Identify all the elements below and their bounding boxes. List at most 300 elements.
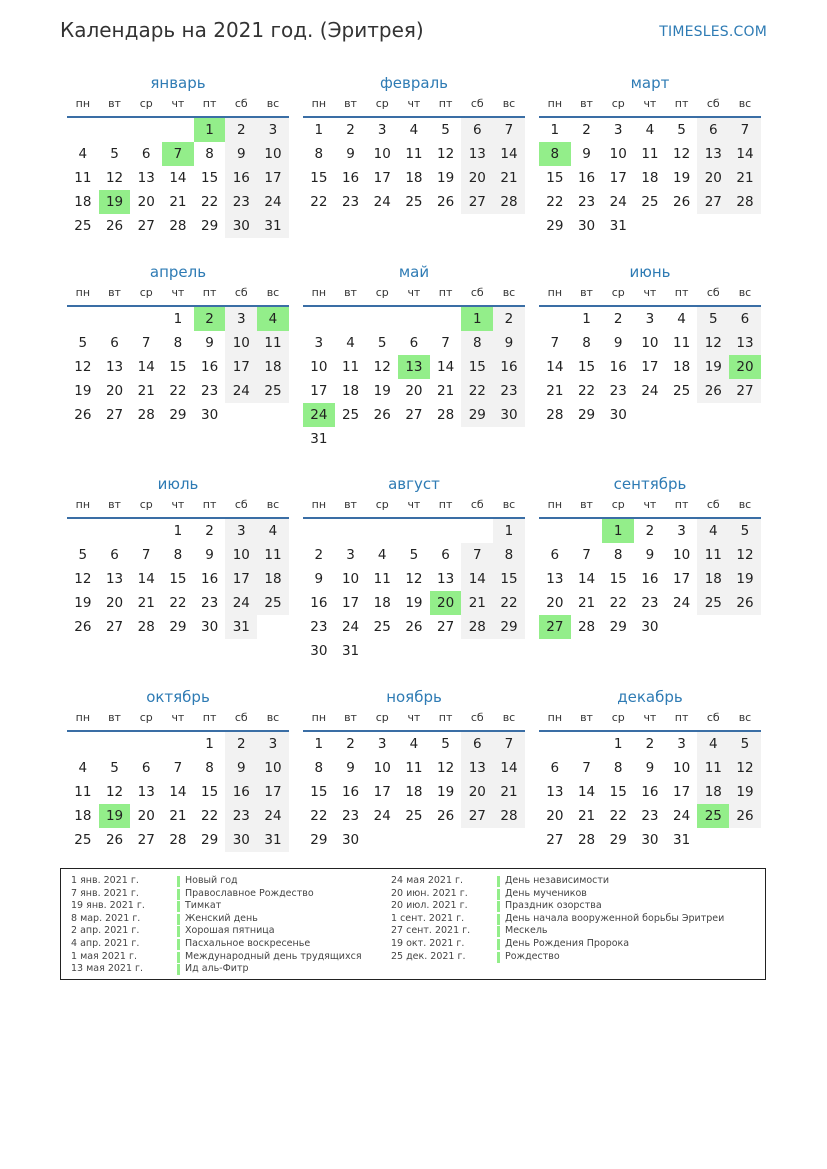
- day-cell: 10: [641, 335, 659, 351]
- day-cell: 22: [201, 194, 219, 210]
- day-cell: 15: [493, 567, 525, 591]
- empty-cell: [67, 118, 99, 142]
- week-row: [303, 732, 525, 756]
- empty-cell: [366, 639, 398, 663]
- weekday-label: пт: [202, 498, 217, 511]
- weekday-label: вт: [108, 286, 121, 299]
- day-cell: 28: [577, 832, 596, 848]
- day-cell: 6: [697, 118, 729, 142]
- day-cell: 27: [105, 619, 124, 635]
- day-cell: 6: [141, 146, 151, 162]
- day-cell: 16: [341, 784, 360, 800]
- holiday-marker: [177, 901, 180, 912]
- day-cell: 29: [201, 218, 219, 234]
- day-cell: 7: [162, 142, 194, 166]
- day-cell: 11: [257, 543, 289, 567]
- day-cell: 2: [225, 732, 257, 756]
- legend-entry: [391, 913, 724, 926]
- day-cell: 18: [697, 567, 729, 591]
- weekday-header: [539, 94, 761, 118]
- day-cell: 19: [729, 567, 761, 591]
- holiday-marker: [497, 926, 500, 937]
- day-cell: 13: [105, 571, 124, 587]
- day-cell: 21: [461, 591, 493, 615]
- holiday-marker: [177, 876, 180, 887]
- week-row: [539, 756, 761, 780]
- day-cell: 28: [169, 218, 187, 234]
- day-cell: 29: [609, 832, 627, 848]
- day-cell: 25: [641, 194, 659, 210]
- weekday-label: чт: [407, 711, 421, 724]
- weekday-label: сб: [470, 711, 484, 724]
- day-cell: 28: [493, 190, 525, 214]
- holiday-name: Международный день трудящихся: [185, 950, 362, 962]
- weekday-label: вс: [502, 498, 516, 511]
- empty-cell: [99, 307, 131, 331]
- day-cell: 8: [582, 335, 591, 351]
- week-row: [303, 379, 525, 403]
- day-cell: 4: [257, 307, 289, 331]
- month-block: [67, 261, 289, 427]
- day-cell: 20: [546, 595, 564, 611]
- legend-entry: [71, 888, 362, 901]
- day-cell: 4: [697, 519, 729, 543]
- day-cell: 1: [582, 311, 591, 327]
- day-cell: 26: [105, 218, 124, 234]
- month-name: декабрь: [617, 688, 683, 706]
- day-cell: 21: [169, 808, 187, 824]
- weekday-label: вс: [738, 711, 752, 724]
- empty-cell: [461, 828, 493, 852]
- day-cell: 7: [173, 760, 183, 776]
- day-cell: 27: [461, 190, 493, 214]
- day-cell: 10: [341, 571, 360, 587]
- empty-cell: [366, 427, 398, 451]
- empty-cell: [67, 519, 99, 543]
- month-name: ноябрь: [386, 688, 442, 706]
- day-cell: 14: [729, 142, 761, 166]
- day-cell: 14: [577, 571, 596, 587]
- day-cell: 10: [673, 760, 691, 776]
- empty-cell: [493, 639, 525, 663]
- day-cell: 12: [373, 359, 391, 375]
- holiday-date: 27 сент. 2021 г.: [391, 925, 471, 937]
- day-cell: 24: [225, 591, 257, 615]
- day-cell: 17: [373, 784, 391, 800]
- day-cell: 3: [677, 523, 686, 539]
- legend-entry: [391, 900, 724, 913]
- day-cell: 19: [697, 355, 729, 379]
- week-row: [303, 756, 525, 780]
- holiday-marker: [497, 939, 500, 950]
- day-cell: 2: [582, 122, 591, 138]
- weekday-label: вт: [580, 498, 593, 511]
- day-cell: 26: [405, 619, 423, 635]
- day-cell: 9: [205, 547, 214, 563]
- day-cell: 4: [409, 736, 419, 752]
- day-cell: 2: [346, 736, 355, 752]
- empty-cell: [303, 307, 335, 331]
- empty-cell: [430, 307, 462, 331]
- holiday-name: Женский день: [185, 912, 258, 924]
- week-row: [67, 118, 289, 142]
- holiday-date: 20 июн. 2021 г.: [391, 887, 468, 899]
- day-cell: 11: [373, 571, 391, 587]
- day-cell: 26: [729, 591, 761, 615]
- empty-cell: [697, 214, 729, 238]
- weekday-label: ср: [611, 286, 625, 299]
- weekday-label: ср: [139, 498, 153, 511]
- week-row: [303, 543, 525, 567]
- day-cell: 15: [169, 359, 187, 375]
- day-cell: 13: [137, 784, 155, 800]
- week-row: [303, 331, 525, 355]
- week-row: [539, 307, 761, 331]
- week-row: [303, 118, 525, 142]
- day-cell: 14: [137, 359, 155, 375]
- holiday-marker: [177, 914, 180, 925]
- weekday-label: пт: [674, 286, 689, 299]
- day-cell: 10: [310, 359, 328, 375]
- holiday-marker: [497, 876, 500, 887]
- weekday-label: пн: [75, 97, 91, 110]
- day-cell: 27: [539, 615, 571, 639]
- day-cell: 11: [697, 756, 729, 780]
- day-cell: 3: [225, 307, 257, 331]
- weekday-label: пн: [311, 286, 327, 299]
- weekday-label: чт: [407, 97, 421, 110]
- weekday-header: [303, 495, 525, 519]
- day-cell: 14: [577, 784, 596, 800]
- empty-cell: [335, 307, 367, 331]
- day-cell: 5: [697, 307, 729, 331]
- day-cell: 3: [677, 736, 686, 752]
- day-cell: 1: [205, 736, 214, 752]
- day-cell: 7: [461, 543, 493, 567]
- day-cell: 23: [641, 595, 659, 611]
- empty-cell: [398, 828, 430, 852]
- weekday-label: чт: [643, 498, 657, 511]
- legend-entry: [71, 963, 362, 976]
- weekday-header: [67, 495, 289, 519]
- day-cell: 17: [673, 784, 691, 800]
- day-cell: 10: [673, 547, 691, 563]
- month-name: май: [398, 263, 430, 281]
- empty-cell: [461, 519, 493, 543]
- brand-link[interactable]: TIMESLES.COM: [659, 24, 767, 40]
- day-cell: 24: [257, 190, 289, 214]
- week-row: [67, 732, 289, 756]
- day-cell: 22: [609, 595, 627, 611]
- empty-cell: [729, 403, 761, 427]
- day-cell: 26: [437, 194, 455, 210]
- day-cell: 16: [341, 170, 360, 186]
- week-row: [67, 190, 289, 214]
- weekday-header: [303, 283, 525, 307]
- holiday-marker: [177, 939, 180, 950]
- day-cell: 28: [461, 615, 493, 639]
- day-cell: 16: [225, 166, 257, 190]
- day-cell: 1: [602, 519, 634, 543]
- day-cell: 13: [461, 142, 493, 166]
- day-cell: 18: [641, 170, 659, 186]
- day-cell: 7: [582, 547, 591, 563]
- weekday-label: пт: [674, 97, 689, 110]
- empty-cell: [398, 307, 430, 331]
- holiday-marker: [497, 901, 500, 912]
- weekday-label: вт: [344, 498, 357, 511]
- day-cell: 30: [609, 407, 627, 423]
- day-cell: 30: [641, 832, 659, 848]
- weekday-header: [67, 94, 289, 118]
- weekday-label: пн: [311, 711, 327, 724]
- day-cell: 24: [225, 379, 257, 403]
- holiday-name: Хорошая пятница: [185, 925, 275, 937]
- weekday-label: пт: [202, 711, 217, 724]
- month-block: [303, 686, 525, 852]
- month-block: [303, 473, 525, 663]
- day-cell: 10: [257, 756, 289, 780]
- month-name: июль: [157, 475, 199, 493]
- weekday-label: вт: [344, 711, 357, 724]
- day-cell: 12: [437, 760, 455, 776]
- day-cell: 12: [729, 756, 761, 780]
- weekday-label: ср: [139, 97, 153, 110]
- week-row: [539, 828, 761, 852]
- day-cell: 13: [697, 142, 729, 166]
- day-cell: 8: [205, 146, 214, 162]
- day-cell: 16: [310, 595, 328, 611]
- day-cell: 12: [405, 571, 423, 587]
- weekday-label: чт: [407, 498, 421, 511]
- day-cell: 9: [225, 756, 257, 780]
- day-cell: 22: [461, 379, 493, 403]
- day-cell: 1: [194, 118, 226, 142]
- empty-cell: [697, 615, 729, 639]
- day-cell: 13: [398, 355, 430, 379]
- month-name: октябрь: [146, 688, 210, 706]
- week-row: [303, 403, 525, 427]
- day-cell: 28: [137, 619, 155, 635]
- day-cell: 3: [645, 311, 655, 327]
- day-cell: 26: [729, 804, 761, 828]
- day-cell: 8: [173, 335, 183, 351]
- day-cell: 15: [201, 170, 219, 186]
- weekday-label: пт: [438, 711, 453, 724]
- day-cell: 29: [201, 832, 219, 848]
- day-cell: 9: [205, 335, 214, 351]
- legend-entry: [71, 913, 362, 926]
- week-row: [67, 828, 289, 852]
- day-cell: 29: [577, 407, 596, 423]
- holiday-marker: [497, 889, 500, 900]
- day-cell: 28: [577, 619, 596, 635]
- weekday-label: сб: [470, 498, 484, 511]
- weekday-label: вт: [580, 711, 593, 724]
- day-cell: 30: [201, 619, 219, 635]
- weekday-label: ср: [375, 286, 389, 299]
- day-cell: 23: [641, 808, 659, 824]
- holiday-legend-right: [391, 875, 724, 963]
- day-cell: 22: [493, 591, 525, 615]
- holiday-date: 2 апр. 2021 г.: [71, 925, 140, 937]
- day-cell: 12: [74, 359, 92, 375]
- day-cell: 30: [577, 218, 596, 234]
- day-cell: 8: [173, 547, 183, 563]
- week-row: [539, 142, 761, 166]
- week-row: [67, 780, 289, 804]
- day-cell: 26: [373, 407, 391, 423]
- day-cell: 30: [493, 403, 525, 427]
- weekday-label: пн: [547, 97, 563, 110]
- weekday-label: пн: [75, 286, 91, 299]
- day-cell: 13: [137, 170, 155, 186]
- week-row: [67, 543, 289, 567]
- holiday-date: 13 мая 2021 г.: [71, 963, 144, 975]
- day-cell: 3: [346, 547, 355, 563]
- weekday-header: [539, 283, 761, 307]
- day-cell: 22: [546, 194, 564, 210]
- day-cell: 13: [546, 784, 564, 800]
- empty-cell: [225, 403, 257, 427]
- day-cell: 31: [225, 615, 257, 639]
- day-cell: 29: [546, 218, 564, 234]
- day-cell: 7: [493, 118, 525, 142]
- day-cell: 31: [341, 643, 360, 659]
- weekday-label: вс: [502, 97, 516, 110]
- day-cell: 7: [441, 335, 450, 351]
- day-cell: 22: [577, 383, 596, 399]
- day-cell: 10: [373, 146, 391, 162]
- day-cell: 6: [550, 547, 560, 563]
- day-cell: 18: [673, 359, 691, 375]
- day-cell: 1: [613, 736, 623, 752]
- day-cell: 24: [373, 808, 391, 824]
- month-block: [539, 261, 761, 427]
- holiday-name: Новый год: [185, 875, 238, 886]
- weekday-header: [539, 495, 761, 519]
- day-cell: 21: [493, 780, 525, 804]
- day-cell: 7: [582, 760, 591, 776]
- day-cell: 17: [225, 355, 257, 379]
- empty-cell: [335, 519, 367, 543]
- week-row: [67, 756, 289, 780]
- day-cell: 18: [341, 383, 360, 399]
- day-cell: 8: [314, 760, 324, 776]
- empty-cell: [729, 615, 761, 639]
- day-cell: 7: [493, 732, 525, 756]
- weekday-label: пн: [75, 711, 91, 724]
- day-cell: 9: [645, 547, 655, 563]
- week-row: [303, 519, 525, 543]
- holiday-date: 19 янв. 2021 г.: [71, 900, 145, 912]
- day-cell: 10: [225, 543, 257, 567]
- day-cell: 2: [194, 307, 226, 331]
- week-row: [539, 543, 761, 567]
- empty-cell: [493, 828, 525, 852]
- day-cell: 9: [225, 142, 257, 166]
- day-cell: 6: [110, 335, 119, 351]
- holiday-date: 1 янв. 2021 г.: [71, 875, 139, 886]
- day-cell: 19: [373, 383, 391, 399]
- day-cell: 30: [641, 619, 659, 635]
- holiday-date: 1 сент. 2021 г.: [391, 912, 465, 924]
- day-cell: 21: [493, 166, 525, 190]
- weekday-label: вт: [108, 711, 121, 724]
- day-cell: 10: [225, 331, 257, 355]
- day-cell: 25: [405, 194, 423, 210]
- week-row: [539, 118, 761, 142]
- weekday-label: сб: [234, 711, 248, 724]
- day-cell: 14: [169, 784, 187, 800]
- month-name: март: [630, 74, 670, 92]
- day-cell: 5: [441, 122, 450, 138]
- weekday-label: вс: [266, 498, 280, 511]
- holiday-date: 25 дек. 2021 г.: [391, 950, 466, 962]
- day-cell: 3: [225, 519, 257, 543]
- empty-cell: [729, 828, 761, 852]
- day-cell: 2: [314, 547, 324, 563]
- month-block: [303, 72, 525, 214]
- day-cell: 27: [697, 190, 729, 214]
- day-cell: 31: [673, 832, 691, 848]
- day-cell: 1: [550, 122, 560, 138]
- weekday-label: сб: [470, 97, 484, 110]
- day-cell: 18: [257, 355, 289, 379]
- day-cell: 24: [673, 595, 691, 611]
- day-cell: 27: [405, 407, 423, 423]
- day-cell: 27: [461, 804, 493, 828]
- empty-cell: [634, 214, 666, 238]
- weekday-label: чт: [407, 286, 421, 299]
- empty-cell: [366, 828, 398, 852]
- day-cell: 5: [78, 547, 88, 563]
- weekday-label: сб: [706, 97, 720, 110]
- empty-cell: [303, 519, 335, 543]
- weekday-label: пн: [311, 498, 327, 511]
- holiday-marker: [177, 926, 180, 937]
- weekday-label: сб: [706, 498, 720, 511]
- day-cell: 25: [74, 832, 92, 848]
- day-cell: 15: [201, 784, 219, 800]
- month-block: [303, 261, 525, 451]
- weekday-label: пт: [674, 711, 689, 724]
- day-cell: 5: [409, 547, 419, 563]
- empty-cell: [539, 732, 571, 756]
- day-cell: 30: [201, 407, 219, 423]
- week-row: [67, 307, 289, 331]
- day-cell: 20: [105, 595, 124, 611]
- empty-cell: [162, 732, 194, 756]
- day-cell: 15: [310, 170, 328, 186]
- weekday-label: чт: [171, 498, 185, 511]
- weekday-label: ср: [375, 97, 389, 110]
- empty-cell: [67, 732, 99, 756]
- empty-cell: [366, 519, 398, 543]
- week-row: [303, 780, 525, 804]
- day-cell: 5: [677, 122, 686, 138]
- day-cell: 8: [314, 146, 324, 162]
- weekday-label: пт: [438, 286, 453, 299]
- weekday-label: вт: [108, 498, 121, 511]
- weekday-label: ср: [611, 97, 625, 110]
- holiday-date: 8 мар. 2021 г.: [71, 912, 141, 924]
- weekday-label: вс: [266, 711, 280, 724]
- week-row: [303, 427, 525, 451]
- day-cell: 25: [257, 591, 289, 615]
- day-cell: 8: [461, 331, 493, 355]
- empty-cell: [398, 519, 430, 543]
